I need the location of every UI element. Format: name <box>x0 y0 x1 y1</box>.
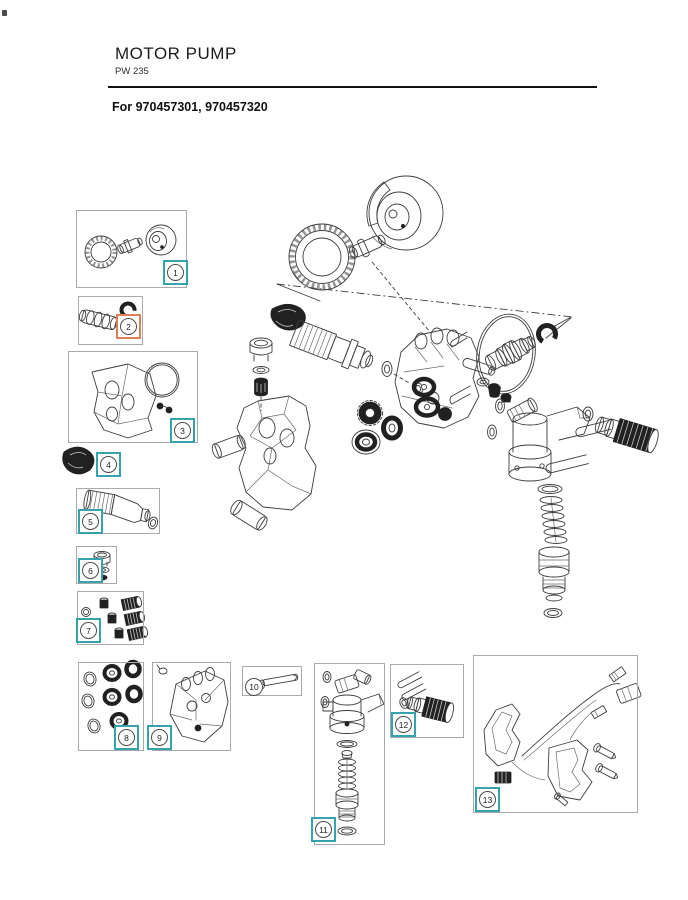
part-callout-1[interactable] <box>163 260 188 285</box>
large-o-ring-part <box>471 310 541 398</box>
elbow-fitting-part <box>271 304 305 330</box>
threaded-sleeve-part <box>289 319 377 376</box>
part-callout-5[interactable] <box>78 509 103 534</box>
part-callout-3[interactable] <box>170 418 195 443</box>
piston-stack-part <box>482 331 539 374</box>
shaft-seal-ring-part <box>289 224 355 290</box>
part-callout-12[interactable] <box>391 712 416 737</box>
part-callout-6[interactable] <box>78 558 103 583</box>
part-callout-11[interactable] <box>311 817 336 842</box>
bearing-and-gear-parts <box>352 401 401 455</box>
part-number: 3 <box>174 422 191 439</box>
part-callout-2[interactable] <box>116 314 141 339</box>
applicability-text: For 970457301, 970457320 <box>112 100 268 114</box>
crankcase-part <box>210 396 316 532</box>
part-number: 5 <box>82 513 99 530</box>
part-callout-10[interactable] <box>245 678 263 696</box>
part-callout-8[interactable] <box>114 725 139 750</box>
model-code: PW 235 <box>115 66 149 77</box>
small-plug-parts <box>477 378 511 402</box>
part-number: 10 <box>249 682 259 692</box>
leader-line <box>277 284 573 317</box>
outlet-fitting-part <box>583 407 660 454</box>
part-4-art <box>63 447 94 474</box>
part-number: 12 <box>395 716 412 733</box>
part-number: 4 <box>100 456 117 473</box>
part-callout-13[interactable] <box>475 787 500 812</box>
part-number: 2 <box>120 318 137 335</box>
part-number: 6 <box>82 562 99 579</box>
part-number: 8 <box>118 729 135 746</box>
part-number: 9 <box>151 729 168 746</box>
part-callout-4[interactable] <box>96 452 121 477</box>
page-title: MOTOR PUMP <box>115 44 237 63</box>
part-number: 7 <box>80 622 97 639</box>
hex-plug-part <box>250 338 272 411</box>
part-number: 1 <box>167 264 184 281</box>
part-callout-9[interactable] <box>147 725 172 750</box>
unloader-valve-assembly <box>488 397 611 618</box>
part-callout-7[interactable] <box>76 618 101 643</box>
small-valve-part <box>347 230 389 262</box>
part-number: 13 <box>479 791 496 808</box>
part-number: 11 <box>315 821 332 838</box>
